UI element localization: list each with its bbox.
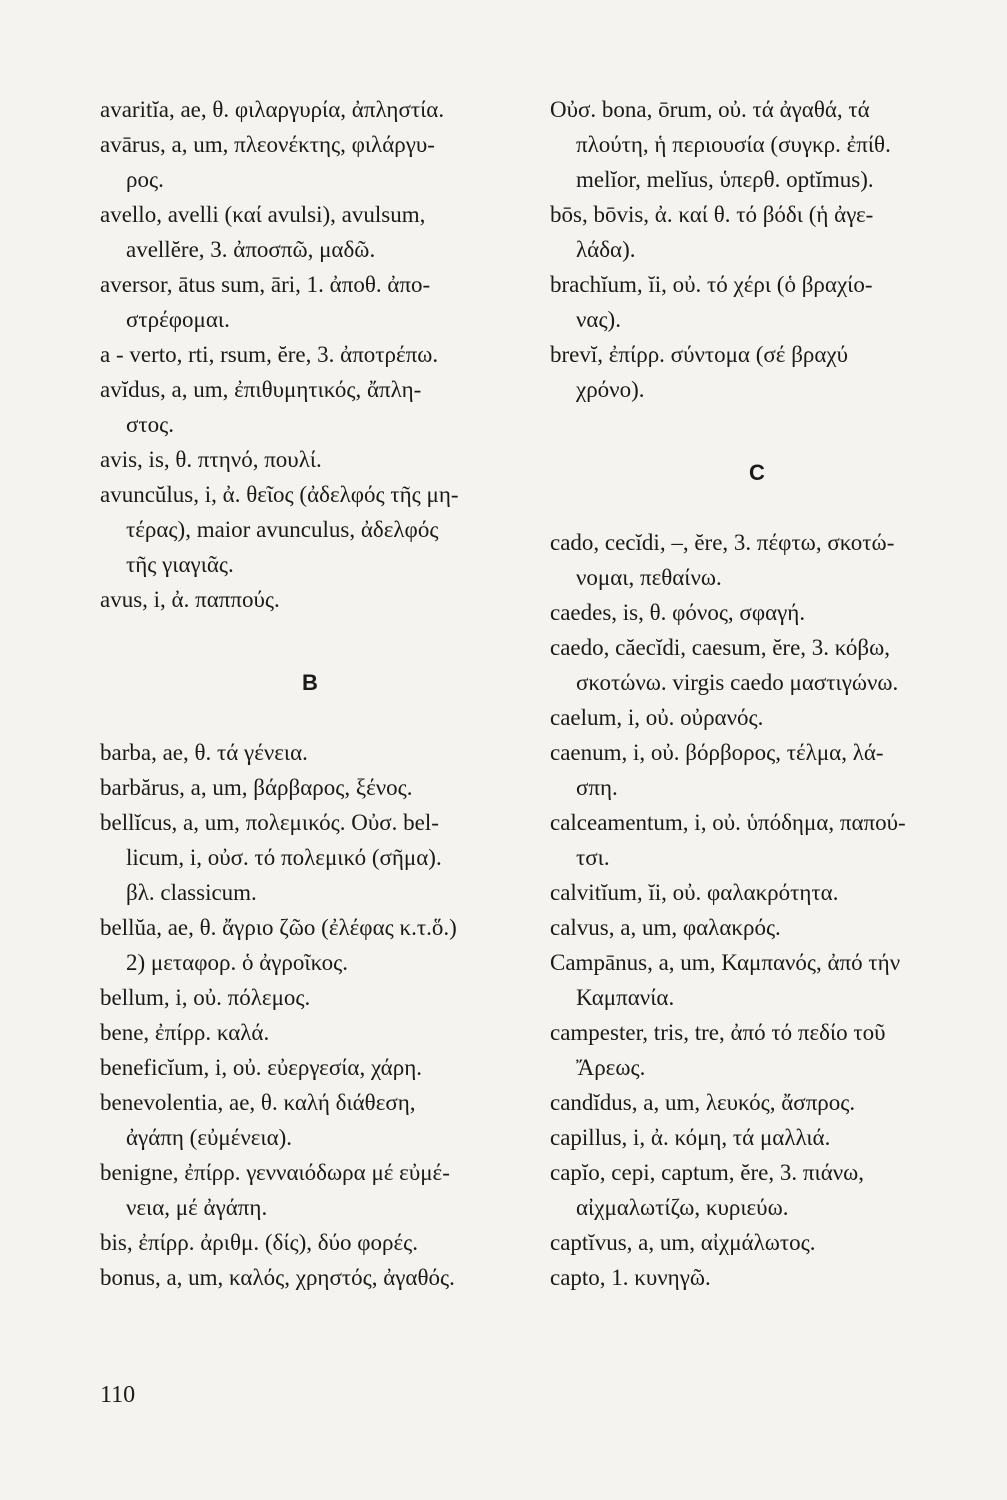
entry-line: πλούτη, ἡ περιουσία (συγκρ. ἐπίθ.	[576, 132, 891, 157]
entry-line: caedes, is, θ. φόνος, σφαγή.	[550, 600, 806, 625]
entry-line: bis, ἐπίρρ. ἀριθμ. (δίς), δύο φορές.	[100, 1230, 419, 1255]
entry-line: benigne, ἐπίρρ. γενναιόδωρα μέ εὐμέ-	[100, 1160, 450, 1185]
entry-line: campester, tris, tre, ἀπό τό πεδίο τοῦ	[550, 1020, 886, 1045]
entry-line: melĭor, melĭus, ὑπερθ. optĭmus).	[576, 167, 874, 192]
entry-line: Ἄρεως.	[576, 1055, 646, 1080]
entry-line: capillus, i, ἀ. κόμη, τά μαλλιά.	[550, 1125, 831, 1150]
entry-line: νεια, μέ ἀγάπη.	[126, 1195, 268, 1220]
entry-line: ρος.	[126, 167, 164, 192]
entry-line: bellĭcus, a, um, πολεμικός. Οὐσ. bel-	[100, 810, 439, 835]
entry-line: aversor, ātus sum, āri, 1. ἀποθ. ἀπο-	[100, 272, 431, 297]
entry-line: captĭvus, a, um, αἰχμάλωτος.	[550, 1230, 816, 1255]
entry-line: beneficĭum, i, οὐ. εὐεργεσία, χάρη.	[100, 1055, 422, 1080]
entry-line: calceamentum, i, οὐ. ὑπόδημα, παπού-	[550, 810, 906, 835]
entry-line: a - verto, rti, rsum, ĕre, 3. ἀποτρέπω.	[100, 342, 439, 367]
entry-line: τσι.	[576, 845, 610, 870]
entries-b	[100, 735, 520, 1295]
entry-line: bellum, i, οὐ. πόλεμος.	[100, 985, 311, 1010]
entry-line: ἀγάπη (εὐμένεια).	[126, 1125, 293, 1150]
entry-line: νας).	[576, 307, 621, 332]
entry-line: νομαι, πεθαίνω.	[576, 565, 722, 590]
entries-a	[100, 92, 520, 617]
right-column	[550, 92, 964, 1295]
entry-line: χρόνο).	[576, 377, 645, 402]
entry-line: avello, avelli (καί avulsi), avulsum,	[100, 202, 426, 227]
entry-line: bōs, bōvis, ἀ. καί θ. τό βόδι (ἡ ἀγε-	[550, 202, 874, 227]
entry-line: bellŭa, ae, θ. ἄγριο ζῶο (ἐλέφας κ.τ.ὅ.)	[100, 915, 457, 940]
entries-b-cont	[550, 92, 964, 407]
entry-line: bene, ἐπίρρ. καλά.	[100, 1020, 270, 1045]
section-heading-b: B	[302, 670, 318, 695]
entry-line: caenum, i, οὐ. βόρβορος, τέλμα, λά-	[550, 740, 884, 765]
entry-line: avellĕre, 3. ἀποσπῶ, μαδῶ.	[126, 237, 376, 262]
entry-line: Campānus, a, um, Καμπανός, ἀπό τήν	[550, 950, 901, 975]
entry-line: στος.	[126, 412, 174, 437]
entry-line: bonus, a, um, καλός, χρηστός, ἀγαθός.	[100, 1265, 455, 1290]
entry-line: calvus, a, um, φαλακρός.	[550, 915, 781, 940]
entry-line: σπη.	[576, 775, 618, 800]
entry-line: avis, is, θ. πτηνό, πουλί.	[100, 447, 322, 472]
entry-line: σκοτώνω. virgis caedo μαστιγώνω.	[576, 670, 899, 695]
entry-line: candĭdus, a, um, λευκός, ἄσπρος.	[550, 1090, 856, 1115]
entries-c	[550, 525, 964, 1295]
section-heading-c: C	[749, 460, 765, 485]
entry-line: avārus, a, um, πλεονέκτης, φιλάργυ-	[100, 132, 435, 157]
entry-line: calvitĭum, ĭi, οὐ. φαλακρότητα.	[550, 880, 839, 905]
entry-line: brachĭum, ĭi, οὐ. τό χέρι (ὁ βραχίο-	[550, 272, 873, 297]
left-column	[100, 92, 520, 1295]
entry-line: στρέφομαι.	[126, 307, 230, 332]
entry-line: 2) μεταφορ. ὁ ἀγροῖκος.	[126, 950, 349, 975]
entry-line: τέρας), maior avunculus, ἀδελφός	[126, 517, 439, 542]
entry-line: λάδα).	[576, 237, 636, 262]
entry-line: Καμπανία.	[576, 985, 675, 1010]
entry-line: cado, cecĭdi, –, ĕre, 3. πέφτω, σκοτώ-	[550, 530, 895, 555]
entry-line: caedo, căecĭdi, caesum, ĕre, 3. κόβω,	[550, 635, 890, 660]
entry-line: capto, 1. κυνηγῶ.	[550, 1265, 711, 1290]
entry-line: avĭdus, a, um, ἐπιθυμητικός, ἄπλη-	[100, 377, 422, 402]
entry-line: avuncŭlus, i, ἀ. θεῖος (ἀδελφός τῆς μη-	[100, 482, 459, 507]
entry-line: αἰχμαλωτίζω, κυριεύω.	[576, 1195, 789, 1220]
entry-line: barba, ae, θ. τά γένεια.	[100, 740, 308, 765]
entry-line: Οὐσ. bona, ōrum, οὐ. τά ἀγαθά, τά	[550, 97, 870, 122]
entry-line: benevolentia, ae, θ. καλή διάθεση,	[100, 1090, 416, 1115]
entry-line: avus, i, ἀ. παππούς.	[100, 587, 280, 612]
entry-line: caelum, i, οὐ. οὐρανός.	[550, 705, 764, 730]
entry-line: βλ. classicum.	[126, 880, 257, 905]
entry-line: capĭo, cepi, captum, ĕre, 3. πιάνω,	[550, 1160, 865, 1185]
entry-line: barbărus, a, um, βάρβαρος, ξένος.	[100, 775, 413, 800]
entry-line: avaritĭa, ae, θ. φιλαργυρία, ἀπληστία.	[100, 97, 445, 122]
entry-line: τῆς γιαγιᾶς.	[126, 552, 234, 577]
entry-line: brevĭ, ἐπίρρ. σύντομα (σέ βραχύ	[550, 342, 849, 367]
page-number: 110	[100, 1382, 136, 1408]
entry-line: licum, i, οὐσ. τό πολεμικό (σῆμα).	[126, 845, 442, 870]
